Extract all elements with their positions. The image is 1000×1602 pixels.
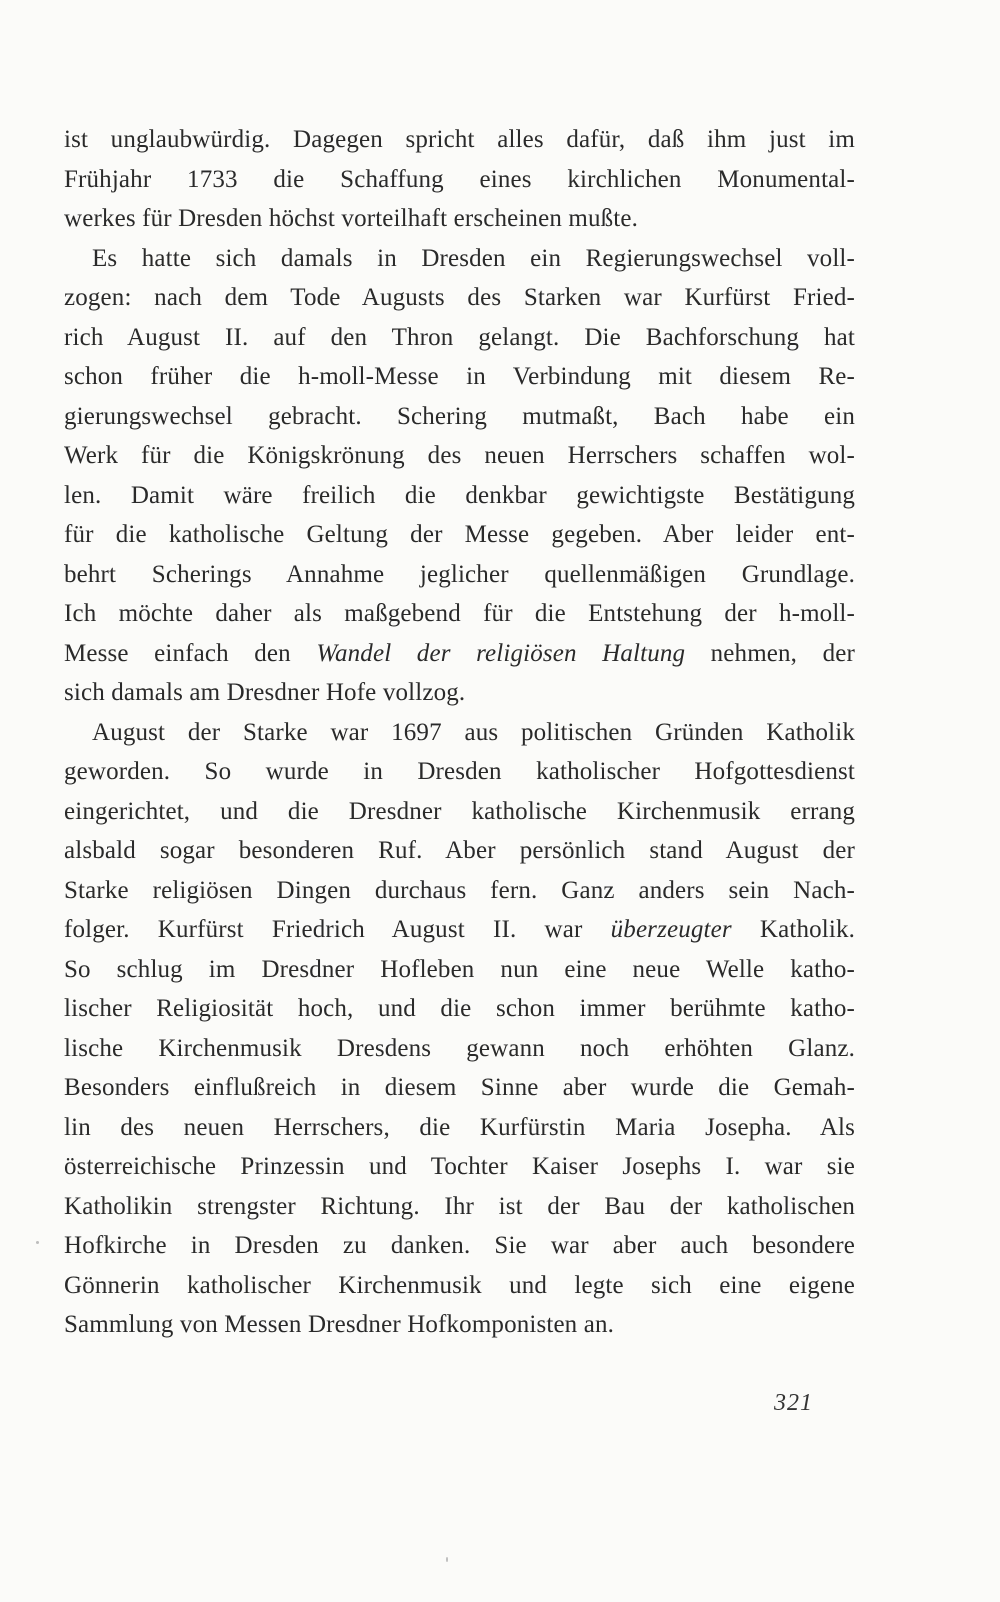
text-line: sich damals am Dresdner Hofe vollzog.	[64, 679, 466, 706]
text-line: für die katholische Geltung der Messe gegeben. Aber leider ent-	[64, 521, 855, 548]
text-line: Werk für die Königskrönung des neuen Herrschers schaffen wol-	[64, 442, 855, 469]
text-line: schon früher die h-moll-Messe in Verbindung mit diesem Re-	[64, 363, 855, 390]
text-line: behrt Scherings Annahme jeglicher quellenmäßigen Grundlage.	[64, 560, 855, 588]
text-line: len. Damit wäre freilich die denkbar gewichtigste Bestätigung	[64, 481, 855, 509]
emphasis-text: überzeugter	[610, 916, 732, 943]
text-line: rich August II. auf den Thron gelangt. Die Bachforschung hat	[64, 323, 855, 351]
text-line: Frühjahr 1733 die Schaffung eines kirchlichen Monumental-	[64, 165, 855, 193]
page-number: 321	[774, 1390, 813, 1416]
paper-speck	[36, 1241, 39, 1244]
text-line: Katholikin strengster Richtung. Ihr ist der Bau der katholischen	[64, 1192, 855, 1220]
text-line: eingerichtet, und die Dresdner katholische Kirchenmusik errang	[64, 797, 855, 825]
text-line: zogen: nach dem Tode Augusts des Starken war Kurfürst Fried-	[64, 284, 855, 311]
text-line: werkes für Dresden höchst vorteilhaft erscheinen mußte.	[64, 205, 639, 232]
text-line: So schlug im Dresdner Hofleben nun eine neue Welle katho-	[64, 955, 855, 983]
paragraph-first-line: Es hatte sich damals in Dresden ein Regierungswechsel voll-	[92, 244, 855, 272]
emphasis-text: Wandel der religiösen Haltung	[316, 639, 686, 667]
text-line: Sammlung von Messen Dresdner Hofkomponisten an.	[64, 1311, 615, 1338]
text-line: Gönnerin katholischer Kirchenmusik und legte sich eine eigene	[64, 1271, 855, 1299]
text-line: gierungswechsel gebracht. Schering mutmaßt, Bach habe ein	[64, 402, 855, 430]
text-line: lische Kirchenmusik Dresdens gewann noch erhöhten Glanz.	[64, 1034, 855, 1062]
text-line: ist unglaubwürdig. Dagegen spricht alles dafür, daß ihm just im	[64, 126, 855, 153]
paper-speck	[446, 1557, 448, 1562]
text-line: lin des neuen Herrschers, die Kurfürstin Maria Josepha. Als	[64, 1113, 855, 1141]
text-line: geworden. So wurde in Dresden katholischer Hofgottesdienst	[64, 758, 855, 785]
paragraph-first-line: August der Starke war 1697 aus politischen Gründen Katholik	[92, 718, 855, 746]
text-line: Starke religiösen Dingen durchaus fern. Ganz anders sein Nach-	[64, 876, 855, 904]
text-line: Messe einfach den Wandel der religiösen Haltung nehmen, der	[64, 639, 855, 667]
text-line: lischer Religiosität hoch, und die schon immer berühmte katho-	[64, 995, 855, 1022]
text-line: folger. Kurfürst Friedrich August II. war überzeugter Katholik.	[64, 916, 855, 943]
text-line: österreichische Prinzessin und Tochter Kaiser Josephs I. war sie	[64, 1153, 855, 1180]
text-line: alsbald sogar besonderen Ruf. Aber persönlich stand August der	[64, 837, 855, 864]
text-line: Ich möchte daher als maßgebend für die Entstehung der h-moll-	[64, 600, 855, 627]
text-line: Hofkirche in Dresden zu danken. Sie war aber auch besondere	[64, 1232, 855, 1259]
text-line: Besonders einflußreich in diesem Sinne aber wurde die Gemah-	[64, 1074, 855, 1101]
body-text	[64, 120, 855, 1345]
